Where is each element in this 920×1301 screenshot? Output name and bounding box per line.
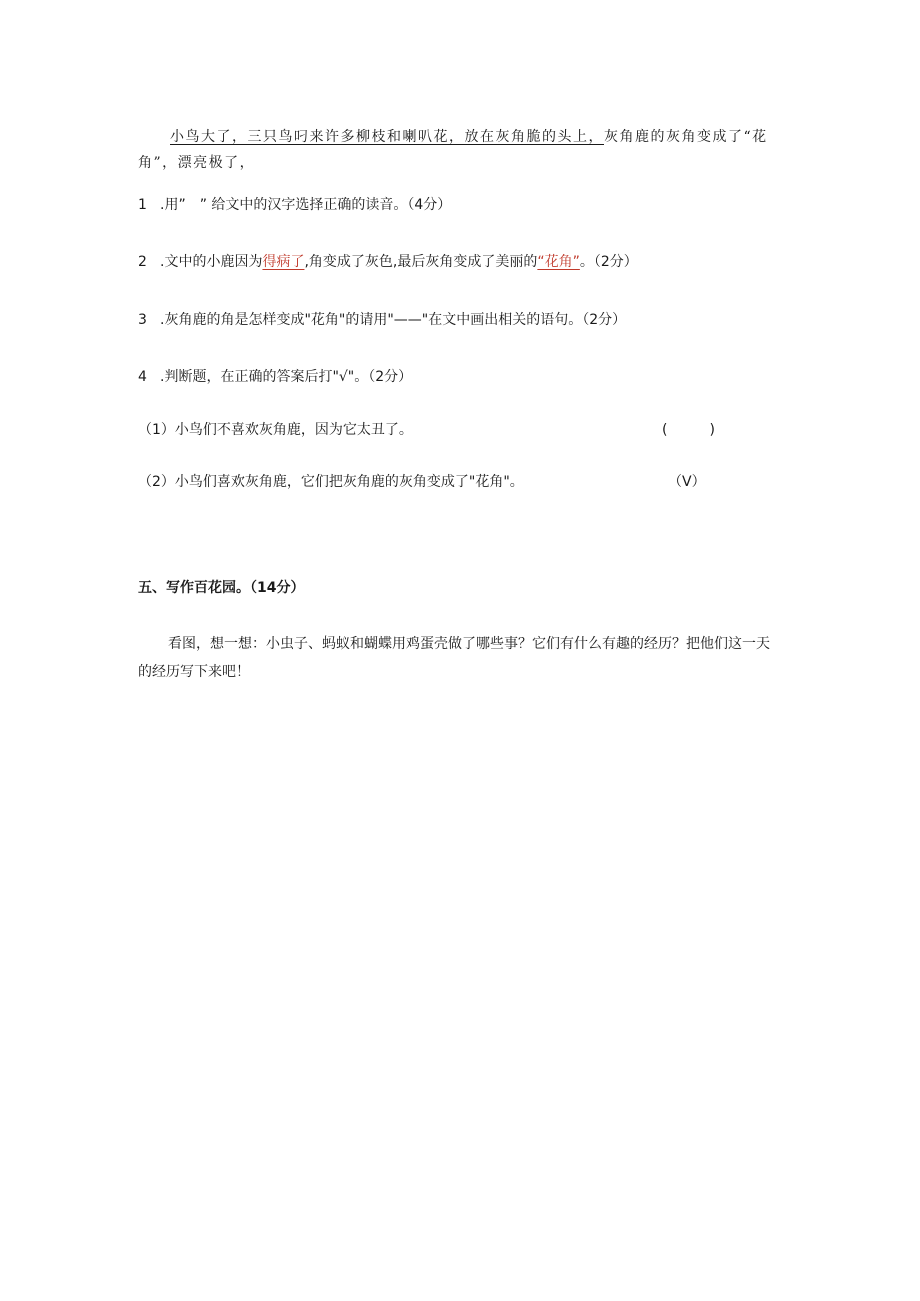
question-text: .灰角鹿的角是怎样变成"花角"的请用"——"在文中画出相关的语句。（2分） bbox=[160, 312, 627, 328]
question-text-end: 。（2分） bbox=[579, 254, 638, 270]
judgement-answer-2: （V） bbox=[668, 474, 706, 490]
judgement-item-1: （1）小鸟们不喜欢灰角鹿，因为它太丑了。 bbox=[138, 422, 413, 438]
question-3 bbox=[138, 310, 626, 330]
question-1 bbox=[138, 195, 451, 215]
judgement-answer-1: ( ) bbox=[662, 422, 715, 438]
section-title: 五、写作百花园。（14分） bbox=[138, 580, 305, 596]
red-answer-illness: 得病了 bbox=[262, 254, 305, 270]
question-number: 4 bbox=[138, 369, 147, 385]
question-number: 2 bbox=[138, 254, 147, 270]
question-text: .用” ” 给文中的汉字选择正确的读音。（4分） bbox=[160, 197, 452, 213]
red-answer-flower-antler: “花角” bbox=[537, 254, 580, 270]
question-text-start: .文中的小鹿因为 bbox=[160, 254, 263, 270]
passage-underlined-sentence: 小鸟大了，三只鸟叼来许多柳枝和喇叭花，放在灰角脆的头上， bbox=[170, 129, 604, 145]
question-number: 1 bbox=[138, 197, 147, 213]
question-text-middle: ,角变成了灰色,最后灰角变成了美丽的 bbox=[304, 254, 538, 270]
passage-rest: 灰角鹿的灰角变成了“花角”，漂亮极了， bbox=[138, 129, 768, 171]
question-4 bbox=[138, 367, 412, 387]
question-text: .判断题，在正确的答案后打"√"。（2分） bbox=[160, 369, 413, 385]
reading-passage bbox=[138, 124, 788, 176]
question-number: 3 bbox=[138, 312, 147, 328]
judgement-item-2: （2）小鸟们喜欢灰角鹿，它们把灰角鹿的灰角变成了"花角"。 bbox=[138, 474, 524, 490]
question-2 bbox=[138, 252, 638, 272]
writing-prompt: 看图，想一想：小虫子、蚂蚁和蝴蝶用鸡蛋壳做了哪些事？它们有什么有趣的经历？把他们这一天的经历写下来吧！ bbox=[138, 636, 770, 680]
